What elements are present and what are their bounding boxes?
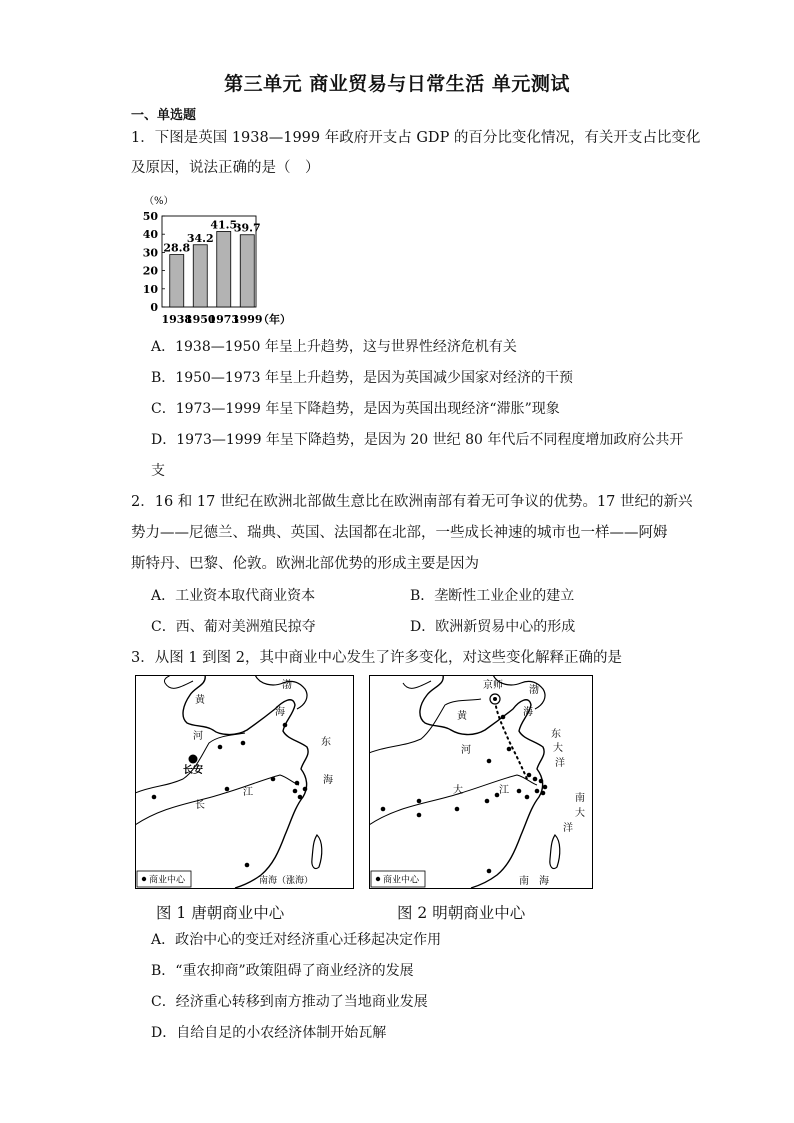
- q2-option-d[interactable]: D．欧洲新贸易中心的形成: [410, 619, 576, 635]
- chart-y-tick-0: 0: [150, 301, 158, 314]
- map1-label-huang: 黄: [195, 695, 205, 706]
- map1-label-hai1: 海: [275, 707, 285, 718]
- map2-label-huang: 黄: [457, 711, 467, 722]
- q1-option-a[interactable]: A．1938—1950 年呈上升趋势，这与世界性经济危机有关: [151, 339, 517, 355]
- map1-label-changan: 长安: [183, 765, 203, 776]
- chart-x-label-1999: 1999: [231, 313, 263, 326]
- q2-option-c[interactable]: C．西、葡对美洲殖民掠夺: [151, 619, 316, 635]
- chart-y-tick-5: 50: [142, 210, 158, 223]
- map2-label-capital: 京师: [483, 680, 503, 691]
- map2-label-nan2: 南: [519, 876, 529, 887]
- chart-y-tick-2: 20: [142, 264, 158, 278]
- chart-bar-1938: [170, 255, 184, 307]
- map2-label-da3: 大: [575, 808, 585, 819]
- chart-bar-1999: [240, 235, 254, 307]
- map1-caption: 图 1 唐朝商业中心: [156, 904, 285, 922]
- map-tang-commercial-centers: [135, 675, 354, 889]
- chart-x-label-1973: 1973: [208, 313, 240, 326]
- q3-option-c[interactable]: C．经济重心转移到南方推动了当地商业发展: [151, 994, 428, 1010]
- q3-option-b[interactable]: B．“重农抑商”政策阻碍了商业经济的发展: [151, 963, 414, 979]
- map1-legend-label: 商业中心: [149, 875, 186, 886]
- map2-label-hai3: 海: [539, 876, 549, 887]
- q2-option-a[interactable]: A．工业资本取代商业资本: [151, 588, 316, 604]
- q3-option-d[interactable]: D．自给自足的小农经济体制开始瓦解: [151, 1025, 387, 1041]
- q2-option-b[interactable]: B．垄断性工业企业的建立: [410, 588, 575, 604]
- map1-label-dong: 东: [321, 737, 331, 748]
- chart-y-tick-3: 30: [142, 246, 158, 260]
- q3-option-a[interactable]: A．政治中心的变迁对经济重心迁移起决定作用: [151, 932, 442, 948]
- map2-label-dong: 东: [551, 729, 561, 740]
- chart-value-label-1973: 41.5: [210, 218, 238, 232]
- chart-y-tick-1: 10: [142, 282, 158, 296]
- map2-legend-label: 商业中心: [383, 875, 420, 886]
- chart-value-label-1950: 34.2: [186, 231, 214, 245]
- map2-label-da1: 大: [553, 743, 563, 754]
- q2-stem-line2: 势力——尼德兰、瑞典、英国、法国都在北部，一些成长神速的城市也一样——阿姆: [131, 525, 668, 541]
- chart-value-label-1999: 39.7: [233, 221, 261, 235]
- map-ming-commercial-centers: [369, 675, 593, 889]
- map2-label-da2: 大: [453, 785, 463, 796]
- map2-label-nan: 南: [575, 793, 585, 804]
- q1-option-c[interactable]: C．1973—1999 年呈下降趋势，是因为英国出现经济“滞胀”现象: [151, 401, 560, 417]
- q3-stem: 3．从图 1 到图 2，其中商业中心发生了许多变化，对这些变化解释正确的是: [131, 650, 623, 666]
- section-heading: 一、单选题: [131, 108, 197, 123]
- map2-label-hai1: 海: [523, 707, 533, 718]
- q2-stem-line3: 斯特丹、巴黎、伦敦。欧洲北部优势的形成主要是因为: [131, 556, 479, 572]
- map2-label-yang1: 洋: [555, 758, 565, 769]
- map1-label-south-sea: 南海（涨海）: [259, 876, 314, 886]
- map2-label-bo: 渤: [529, 685, 539, 696]
- map2-label-he: 河: [461, 745, 471, 756]
- chart-x-label-1950: 1950: [184, 313, 216, 326]
- chart-y-tick-4: 40: [142, 228, 158, 242]
- chart-bar-1973: [217, 231, 231, 307]
- map1-label-he: 河: [193, 731, 203, 742]
- q1-bar-chart: [140, 190, 300, 330]
- map1-label-bo: 渤: [282, 680, 292, 691]
- map2-caption: 图 2 明朝商业中心: [397, 904, 526, 922]
- q1-stem-line1: 1．下图是英国 1938—1999 年政府开支占 GDP 的百分比变化情况，有关开支占比变化: [131, 130, 701, 146]
- chart-value-label-1938: 28.8: [163, 241, 191, 255]
- q1-option-d-continued: 支: [151, 463, 165, 479]
- chart-x-unit: （年）: [258, 313, 291, 326]
- map1-label-chang: 长: [195, 800, 205, 811]
- map1-label-hai2: 海: [323, 775, 333, 786]
- chart-bar-1950: [193, 245, 207, 307]
- q1-option-b[interactable]: B．1950—1973 年呈上升趋势，是因为英国减少国家对经济的干预: [151, 370, 573, 386]
- map2-label-jiang: 江: [499, 785, 509, 796]
- q1-option-d[interactable]: D．1973—1999 年呈下降趋势，是因为 20 世纪 80 年代后不同程度增加政府公共开: [151, 432, 684, 448]
- q1-stem-line2: 及原因，说法正确的是（ ）: [131, 160, 320, 176]
- q2-stem-line1: 2．16 和 17 世纪在欧洲北部做生意比在欧洲南部有着无可争议的优势。17 世纪的新兴: [131, 494, 693, 510]
- map2-label-yang2: 洋: [563, 823, 573, 834]
- chart-x-labels: [161, 313, 262, 326]
- chart-y-unit: （%）: [144, 196, 174, 207]
- map1-label-jiang: 江: [243, 787, 253, 798]
- page-title: 第三单元 商业贸易与日常生活 单元测试: [224, 73, 570, 95]
- chart-x-label-1938: 1938: [161, 313, 193, 326]
